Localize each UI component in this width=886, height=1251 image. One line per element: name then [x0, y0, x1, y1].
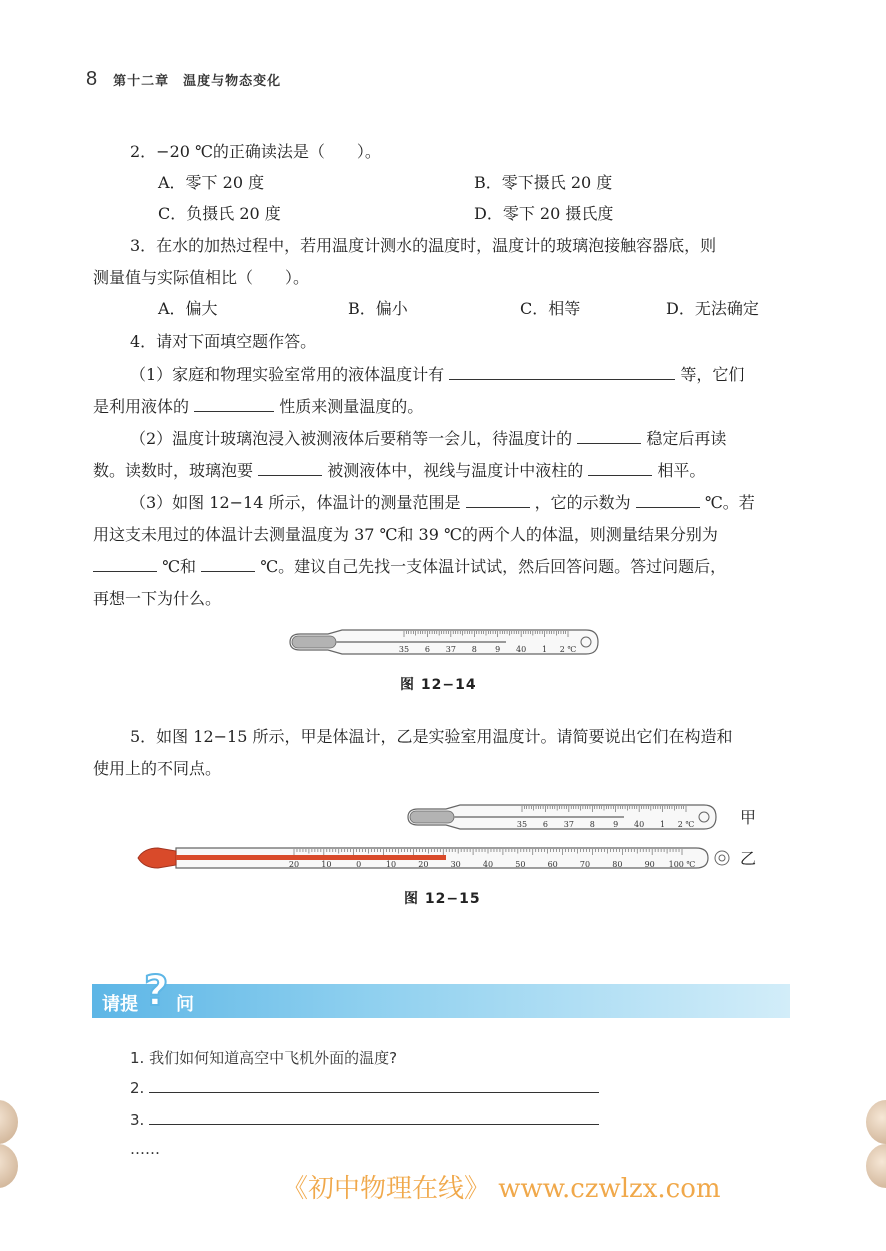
blank-result-37[interactable] [93, 557, 157, 572]
blank-liquid-thermometers[interactable] [449, 365, 675, 380]
blank-bulb-position[interactable] [258, 461, 322, 476]
blank-reading[interactable] [636, 493, 700, 508]
q3-option-d: D．无法确定 [666, 299, 759, 318]
ask-question-1: 1. 我们如何知道高空中飞机外面的温度? [130, 1049, 398, 1067]
q4-p2-text-c: 数。读数时，玻璃泡要 [93, 461, 254, 480]
ask-question-2 [130, 1079, 599, 1097]
scale-label: 70 [579, 860, 591, 869]
scale-label: 100 ℃ [668, 860, 696, 869]
decor-circle-right-2 [866, 1144, 886, 1188]
scale-label: 9 [495, 645, 501, 654]
scale-label: 8 [471, 645, 477, 654]
q3-stem-line2: 测量值与实际值相比（ ）。 [93, 268, 310, 287]
scale-label: 40 [482, 860, 494, 869]
q4-part2-line2 [93, 461, 705, 481]
q4-part3-line3 [93, 557, 726, 577]
q4-p1-text-a: （1）家庭和物理实验室常用的液体温度计有 [130, 365, 445, 384]
q5-line1: 5．如图 12−15 所示，甲是体温计，乙是实验室用温度计。请简要说出它们在构造和 [130, 727, 733, 746]
scale-label: 20 [418, 860, 429, 869]
q2-stem: 2．−20 ℃的正确读法是（ ）。 [130, 142, 381, 161]
page-header [86, 68, 281, 91]
q4-p3-text-c: ℃。若 [704, 493, 755, 512]
scale-label: 9 [613, 820, 619, 829]
q3-option-b: B．偏小 [348, 299, 408, 318]
scale-label: 8 [589, 820, 595, 829]
page-number: 8 [86, 68, 98, 90]
q4-p1-text-d: 性质来测量温度的。 [279, 397, 424, 416]
scale-label: 80 [612, 860, 623, 869]
scale-label: 10 [321, 860, 332, 869]
q4-p3-text-b: ，它的示数为 [534, 493, 631, 512]
q4-p1-text-c: 是利用液体的 [93, 397, 190, 416]
ask-question-3 [130, 1111, 599, 1129]
q4-part1-line2 [93, 397, 423, 417]
scale-label: 6 [424, 645, 430, 654]
q4-part3-line4: 再想一下为什么。 [93, 589, 222, 608]
scale-label: 50 [515, 860, 526, 869]
scale-label: 90 [644, 860, 655, 869]
q4-p3-text-a: （3）如图 12−14 所示，体温计的测量范围是 [130, 493, 461, 512]
chapter-title: 第十二章 温度与物态变化 [113, 74, 282, 89]
scale-label: 35 [516, 820, 528, 829]
ask-q3-blank[interactable] [149, 1112, 599, 1125]
q4-part2-line1 [130, 429, 726, 449]
decor-circle-left-2 [0, 1144, 18, 1188]
q2-option-d: D．零下 20 摄氏度 [474, 204, 614, 223]
figure-12-14-thermometer [286, 626, 602, 658]
decor-circle-right-1 [866, 1100, 886, 1144]
ask-q2-blank[interactable] [149, 1080, 599, 1093]
q4-p2-text-d: 被测液体中，视线与温度计中液柱的 [327, 461, 584, 480]
q4-p3-text-f: ℃。建议自己先找一支体温计试试，然后回答问题。答过问题后， [260, 557, 727, 576]
watermark: 《初中物理在线》 www.czwlzx.com [282, 1174, 721, 1204]
ask-ellipsis: …… [130, 1140, 160, 1158]
q4-part3-line1 [130, 493, 755, 513]
q3-stem-line1: 3．在水的加热过程中，若用温度计测水的温度时，温度计的玻璃泡接触容器底，则 [130, 236, 717, 255]
decor-circle-left-1 [0, 1100, 18, 1144]
blank-measure-range[interactable] [466, 493, 530, 508]
blank-stable-item[interactable] [577, 429, 641, 444]
scale-label: 10 [385, 860, 397, 869]
blank-liquid-property[interactable] [194, 397, 274, 412]
q4-p2-text-b: 稳定后再读 [646, 429, 727, 448]
scale-label: 37 [563, 820, 574, 829]
q3-option-a: A．偏大 [158, 299, 218, 318]
blank-result-39[interactable] [201, 557, 255, 572]
label-yi: 乙 [740, 849, 757, 868]
q5-line2: 使用上的不同点。 [93, 759, 222, 778]
q4-p2-text-e: 相平。 [657, 461, 706, 480]
q4-p1-text-b: 等，它们 [680, 365, 745, 384]
q3-option-c: C．相等 [520, 299, 581, 318]
scale-label: 35 [398, 645, 410, 654]
q4-stem: 4．请对下面填空题作答。 [130, 332, 317, 351]
question-mark-icon: ? [144, 966, 169, 1015]
q4-p2-text-a: （2）温度计玻璃泡浸入被测液体后要稍等一会儿，待温度计的 [130, 429, 573, 448]
figure-12-15-lab-thermometer [136, 842, 734, 874]
scale-label: 37 [445, 645, 456, 654]
scale-label: 1 [542, 645, 548, 654]
ask-q2-number: 2. [130, 1079, 145, 1097]
scale-label: 60 [547, 860, 558, 869]
q4-p3-text-e: ℃和 [162, 557, 196, 576]
q4-part3-line2: 用这支未甩过的体温计去测量温度为 37 ℃和 39 ℃的两个人的体温，则测量结果分别为 [93, 525, 718, 544]
q2-option-b: B．零下摄氏 20 度 [474, 173, 613, 192]
figure-12-15-caption: 图 12−15 [404, 891, 481, 907]
ask-q3-number: 3. [130, 1111, 145, 1129]
scale-label: 6 [542, 820, 548, 829]
scale-label: 2 ℃ [677, 820, 695, 829]
figure-12-14-caption: 图 12−14 [400, 677, 477, 693]
banner-title-b: 问 [176, 994, 194, 1015]
scale-label: 40 [634, 820, 645, 829]
figure-12-15-clinical-thermometer [404, 802, 720, 832]
scale-label: 0 [356, 860, 362, 869]
q4-part1-line1 [130, 365, 744, 385]
banner-title-a: 请提 [102, 994, 138, 1015]
q2-option-c: C．负摄氏 20 度 [158, 204, 281, 223]
q2-option-a: A．零下 20 度 [158, 173, 265, 192]
scale-label: 30 [450, 860, 461, 869]
label-jia: 甲 [740, 808, 757, 827]
blank-liquid-column[interactable] [588, 461, 652, 476]
ask-question-banner [92, 966, 790, 1018]
scale-label: 20 [288, 860, 300, 869]
scale-label: 2 ℃ [559, 645, 577, 654]
scale-label: 40 [516, 645, 527, 654]
scale-label: 1 [660, 820, 666, 829]
